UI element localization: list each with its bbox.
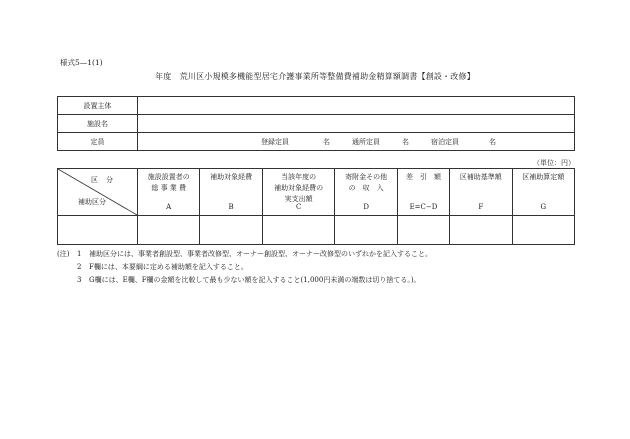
cell-g[interactable] [512,216,574,245]
facility-info-table [57,96,575,151]
cell-c[interactable] [262,216,335,245]
note-3: 3 G欄には、E欄、F欄の金額を比較して最も少ない額を記入すること(1,000円未満の端数は切り捨てる。)。 [77,276,421,284]
unit-label: （単位：円） [533,159,575,167]
facility-owner-label: 設置主体 [58,97,138,115]
column-header-b: 補助対象経費 B [200,169,262,216]
capacity-field[interactable] [138,133,575,151]
cell-e[interactable] [397,216,449,245]
cell-a[interactable] [138,216,200,245]
cell-b[interactable] [200,216,262,245]
form-number: 様式5—1(1) [60,58,103,67]
overnight-unit: 名 [489,137,496,146]
diagonal-header-cell [58,169,138,216]
overnight-capacity-label: 宿泊定員 [431,137,459,146]
column-header-a: 施設設置者の 総 事 業 費 A [138,169,200,216]
column-header-c: 当該年度の 補助対象経費の 実支出額 C [262,169,335,216]
cell-f[interactable] [450,216,512,245]
facility-owner-field[interactable] [138,97,575,115]
column-header-d: 寄附金その他 の 収 入 D [335,169,397,216]
settlement-table [57,168,575,245]
registered-capacity-label: 登録定員 [261,137,289,146]
note-1: (注) 1 補助区分には、事業者創設型、事業者改修型、オーナー創設型、オーナー改修型のいずれかを記入すること。 [57,250,432,258]
day-service-unit: 名 [402,137,409,146]
page-title: 年度 荒川区小規模多機能型居宅介護事業所等整備費補助金精算額調書【創設・改修】 [155,72,475,81]
column-header-e: 差 引 額 E=C−D [397,169,449,216]
division-header-label: 区分 [91,176,121,184]
facility-name-field[interactable] [138,115,575,133]
day-service-capacity-label: 通所定員 [352,137,380,146]
cell-d[interactable] [335,216,397,245]
notes-section [57,248,432,287]
facility-name-label: 施設名 [58,115,138,133]
subsidy-category-header-label: 補助区分 [78,198,106,206]
column-header-g: 区補助算定額 G [512,169,574,216]
column-header-f: 区補助基準額 F [450,169,512,216]
subsidy-category-cell[interactable] [58,216,138,245]
note-2: 2 F欄には、本要綱に定める補助額を記入すること。 [77,263,248,271]
capacity-label: 定員 [58,133,138,151]
registered-unit: 名 [323,137,330,146]
